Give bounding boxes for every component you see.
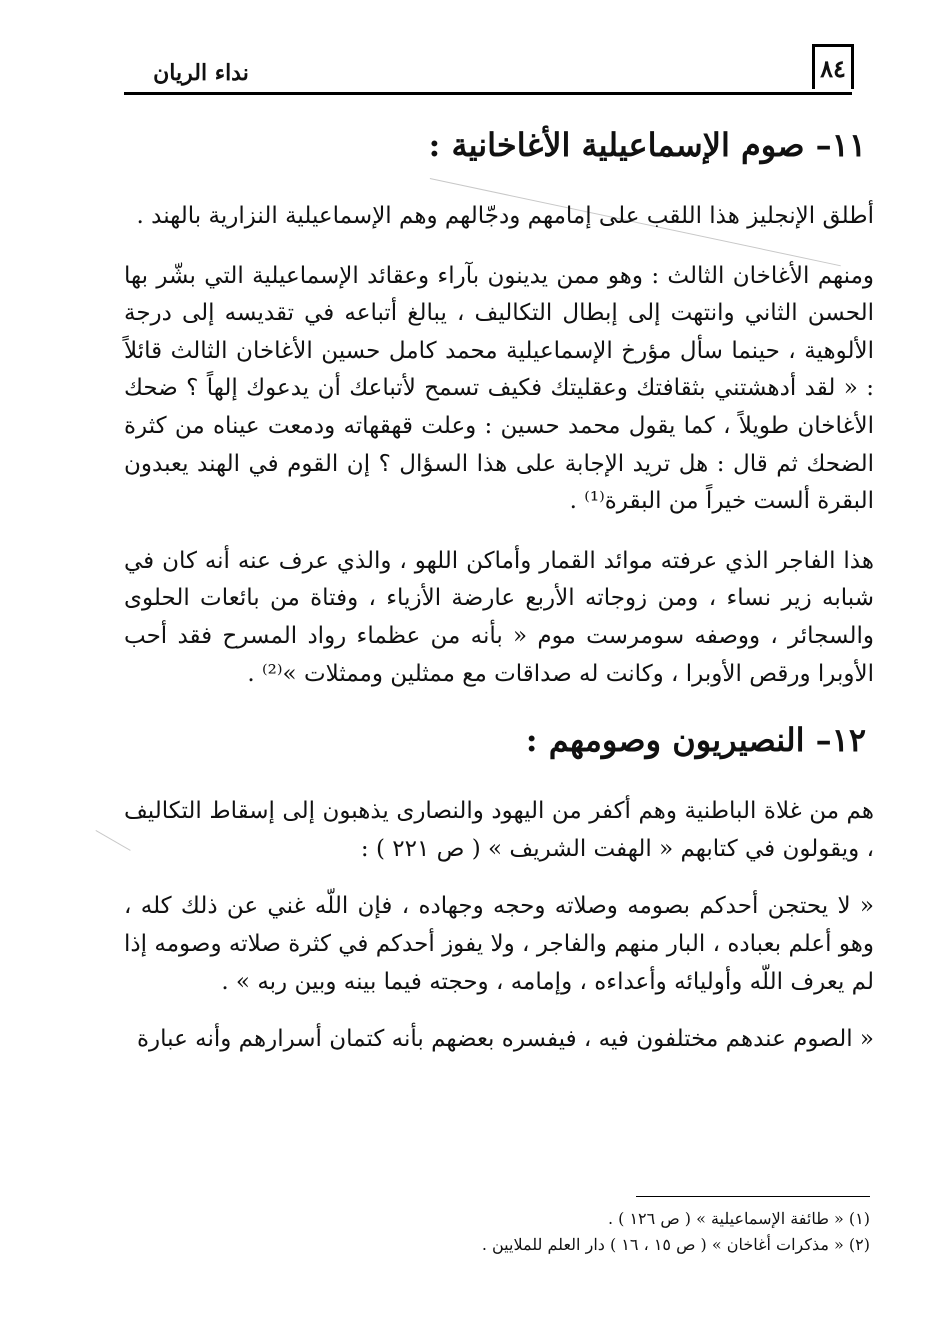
paragraph: « لا يحتجن أحدكم بصومه وصلاته وحجه وجهاده ، فإن اللّه غني عن ذلك كله ، وهو أعلم بعباده ، البار منهم والفاجر ، ولا يفوز أحدكم في كثرة صلاته وصومه إذا لم يعرف اللّه وأوليائه وأعداءه ، وإمامه ، وحجته فيما بينه وبين ربه » . — [124, 893, 874, 995]
page-number-text: ٨٤ — [820, 53, 846, 83]
section-heading-11: ١١– صوم الإسماعيلية الأغاخانية : — [428, 126, 866, 164]
paragraph: « الصوم عندهم مختلفون فيه ، فيفسره بعضهم بأنه كتمان أسرارهم وأنه عبارة — [136, 1026, 874, 1053]
paragraph: أطلق الإنجليز هذا اللقب على إمامهم ودجّالهم وهم الإسماعيلية النزارية بالهند . — [136, 203, 874, 229]
footnote-rule — [636, 1196, 870, 1197]
page-number — [812, 44, 854, 89]
section-heading-12: ١٢– النصيريون وصومهم : — [525, 721, 866, 760]
page-content — [124, 118, 874, 1059]
footnote-1: (١) « طائفة الإسماعيلية » ( ص ١٢٦ ) . — [607, 1209, 870, 1228]
paragraph: هم من غلاة الباطنية وهم أكفر من اليهود والنصارى يذهبون إلى إسقاط التكاليف ، ويقولون في كتابهم « الهفت الشريف » ( ص ٢٢١ ) : — [124, 798, 874, 862]
running-title: نداء الريان — [153, 60, 249, 86]
footnote-2: (٢) « مذكرات أغاخان » ( ص ١٥ ، ١٦ ) دار العلم للملايين . — [481, 1235, 870, 1254]
footnotes — [300, 1206, 870, 1258]
header-rule — [124, 92, 852, 95]
paragraph: هذا الفاجر الذي عرفته موائد القمار وأماكن اللهو ، والذي عرف عنه أنه كان في شبابه زير نساء ، ومن زوجاته الأربع عارضة الأزياء ، وفتاة من بائعات الحلوى والسجائر ، ووصفه سومرست موم « بأنه من عظماء رواد المسرح فقد أحب الأوبرا ورقص الأوبرا ، وكانت له صداقات مع ممثلين وممثلات »⁽²⁾ . — [124, 547, 874, 687]
paragraph: ومنهم الأغاخان الثالث : وهو ممن يدينون بآراء وعقائد الإسماعيلية التي بشّر بها الحسن الثاني وانتهت إلى إبطال التكاليف ، يبالغ أتباعه في تقديسه إلى درجة الألوهية ، حينما سأل مؤرخ الإسماعيلية محمد كامل حسين الأغاخان الثالث قائلاً : « لقد أدهشتني بثقافتك وعقليتك فكيف تسمح لأتباعك أن يدعوك إلهاً ؟ ضحك الأغاخان طويلاً ، كما يقول محمد حسين : وعلت قهقهاته ودمعت عيناه من كثرة الضحك ثم قال : هل تريد الإجابة على هذا السؤال ؟ إن القوم في الهند يعبدون البقرة ألست خيراً من البقرة⁽¹⁾ . — [124, 262, 874, 515]
